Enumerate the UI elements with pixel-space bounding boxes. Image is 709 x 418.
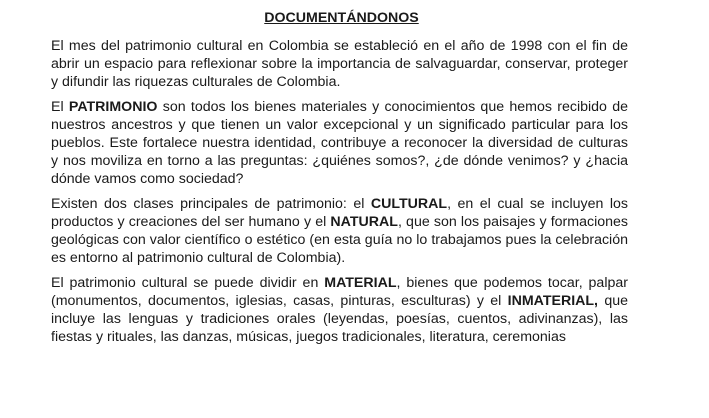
paragraph-patrimonio [51, 98, 628, 188]
paragraph-text: Existen dos clases principales de patrimonio: el [51, 196, 371, 212]
paragraph-text: El [51, 99, 69, 115]
term-natural: NATURAL [330, 214, 398, 230]
paragraph-text: , en el cual se incluyen los productos y creaciones del ser humano y el [51, 196, 628, 230]
paragraph-intro [51, 37, 628, 91]
paragraph-division [51, 274, 628, 346]
term-inmaterial: INMATERIAL, [507, 293, 598, 309]
term-patrimonio: PATRIMONIO [68, 99, 158, 115]
term-cultural: CULTURAL [370, 196, 448, 212]
paragraph-text: El patrimonio cultural se puede dividir en [51, 275, 325, 291]
paragraph-text: , que son los paisajes y formaciones geológicas con valor científico o estético (en esta guía no lo trabajamos pues la celebración es entorno al patrimonio cultural de Colombia). [51, 214, 629, 266]
term-material: MATERIAL [324, 275, 397, 291]
paragraph-text: , bienes que podemos tocar, palpar (monumentos, documentos, iglesias, casas, pinturas, esculturas) y el [51, 275, 628, 309]
document-page [51, 9, 628, 353]
paragraph-text: son todos los bienes materiales y conocimientos que hemos recibido de nuestros ancestros y que tienen un valor excepcional y un significado particular para los pueblos. Este fortalece nuestra identidad, contribuye a reconocer la diversidad de culturas y nos moviliza en torno a las preguntas: ¿quiénes somos?, ¿de dónde venimos? y ¿hacia dónde vamos como sociedad? [51, 99, 628, 187]
paragraph-text: El mes del patrimonio cultural en Colombia se estableció en el año de 1998 con el fin de abrir un espacio para reflexionar sobre la importancia de salvaguardar, conservar, proteger y difundir las riquezas culturales de Colombia. [51, 38, 628, 90]
paragraph-clases [51, 195, 628, 267]
paragraph-text: que incluye las lenguas y tradiciones orales (leyendas, poesías, cuentos, adivinanzas), las fiestas y rituales, las danzas, músicas, juegos tradicionales, literatura, ceremonias [51, 293, 628, 345]
document-title: DOCUMENTÁNDONOS [264, 10, 419, 26]
